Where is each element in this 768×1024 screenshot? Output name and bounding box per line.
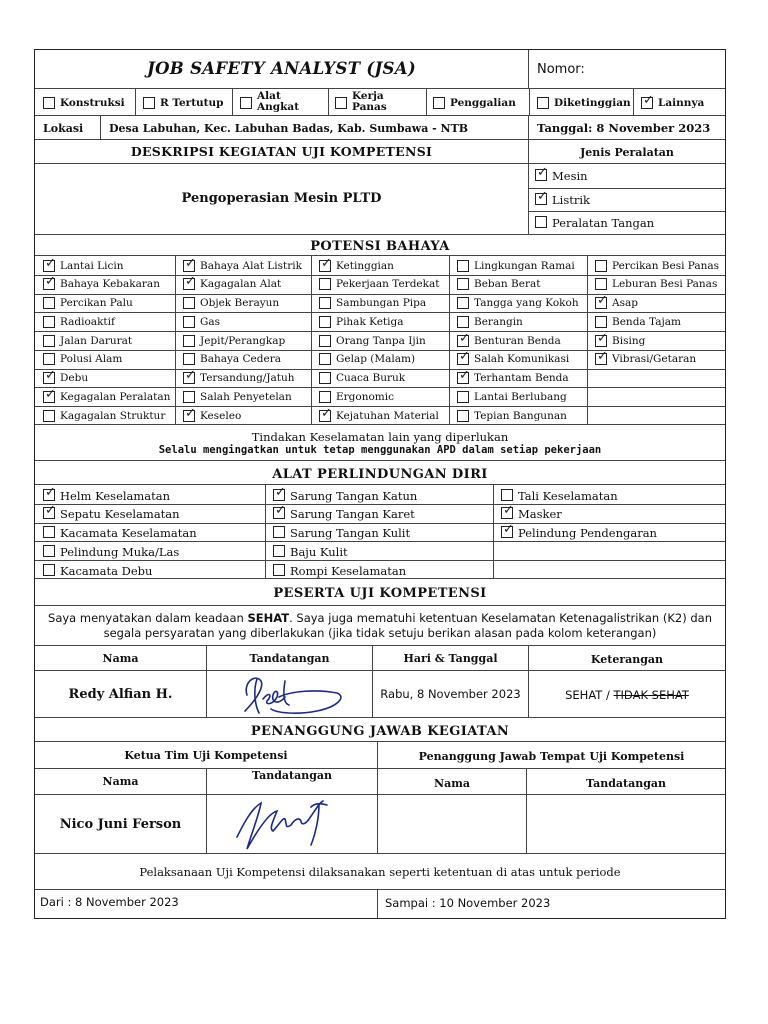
pj-col-nama-2: Nama <box>434 777 470 790</box>
divider <box>35 331 725 332</box>
sarung-tangan-kulit-label: Sarung Tangan Kulit <box>290 526 411 541</box>
tidak-sehat-struck: TIDAK SEHAT <box>613 688 689 702</box>
divider <box>426 89 427 115</box>
jalan-darurat-label: Jalan Darurat <box>60 334 133 347</box>
tepian-bangunan-label: Tepian Bangunan <box>474 409 567 422</box>
bahaya-alat-listrik-checkbox[interactable] <box>183 260 195 272</box>
tali-keselamatan-checkbox[interactable] <box>501 489 513 501</box>
sarung-tangan-karet-checkbox[interactable] <box>273 507 285 519</box>
pj-values-row <box>35 795 725 854</box>
lainnya-checkbox[interactable] <box>641 97 653 109</box>
tangga-yang-kokoh-checkbox[interactable] <box>457 297 469 309</box>
cuaca-buruk-checkbox[interactable] <box>319 372 331 384</box>
potensi-header-row <box>35 235 725 256</box>
asap-checkbox[interactable] <box>595 297 607 309</box>
beban-berat-label: Beban Berat <box>474 278 541 291</box>
pihak-ketiga-checkbox[interactable] <box>319 316 331 328</box>
pj-col-nama-1: Nama <box>102 775 139 788</box>
peserta-header-row <box>35 579 725 606</box>
divider <box>135 89 136 115</box>
kegagalan-peralatan-checkbox[interactable] <box>43 391 55 403</box>
diketinggian-checkbox[interactable] <box>537 97 549 109</box>
divider <box>529 211 725 212</box>
potensi-header: POTENSI BAHAYA <box>310 239 450 254</box>
jenis-peralatan-header: Jenis Peralatan <box>580 146 674 159</box>
alat-angkat-label: Alat Angkat <box>257 90 300 114</box>
bahaya-alat-listrik-label: Bahaya Alat Listrik <box>200 259 302 272</box>
cuaca-buruk-label: Cuaca Buruk <box>336 372 406 385</box>
lainnya-label: Lainnya <box>658 97 705 109</box>
salah-komunikasi-label: Salah Komunikasi <box>474 353 570 366</box>
bahaya-cedera-checkbox[interactable] <box>183 353 195 365</box>
percikan-palu-checkbox[interactable] <box>43 297 55 309</box>
potensi-grid <box>35 256 725 425</box>
lokasi-value: Desa Labuhan, Kec. Labuhan Badas, Kab. Sumbawa - NTB <box>109 122 469 135</box>
lantai-berlubang-label: Lantai Berlubang <box>474 390 567 403</box>
pelaksanaan-row <box>35 854 725 890</box>
bising-label: Bising <box>612 334 646 347</box>
radioaktif-label: Radioaktif <box>60 315 115 328</box>
salah-penyetelan-label: Salah Penyetelan <box>200 390 292 403</box>
kegagalan-peralatan-label: Kegagalan Peralatan <box>60 390 171 403</box>
terhantam-benda-label: Terhantam Benda <box>474 372 569 385</box>
bahaya-cedera-label: Bahaya Cedera <box>200 353 281 366</box>
terhantam-benda-checkbox[interactable] <box>457 372 469 384</box>
tali-keselamatan-label: Tali Keselamatan <box>518 488 618 503</box>
pj-cols-row <box>35 769 725 795</box>
divider <box>35 523 725 524</box>
divider <box>35 541 725 542</box>
penggalian-label: Penggalian <box>450 97 516 109</box>
lantai-licin-label: Lantai Licin <box>60 259 124 272</box>
polusi-alam-checkbox[interactable] <box>43 353 55 365</box>
pelaksanaan-text: Pelaksanaan Uji Kompetensi dilaksanakan seperti ketentuan di atas untuk periode <box>139 865 621 879</box>
pihak-ketiga-label: Pihak Ketiga <box>336 315 404 328</box>
tanggal: Tanggal: 8 November 2023 <box>537 121 711 135</box>
form-title: JOB SAFETY ANALYST (JSA) <box>147 59 416 78</box>
listrik-label: Listrik <box>552 192 590 207</box>
listrik-checkbox[interactable] <box>535 193 547 205</box>
asap-label: Asap <box>612 297 638 310</box>
kacamata-keselamatan-checkbox[interactable] <box>43 526 55 538</box>
kacamata-keselamatan-label: Kacamata Keselamatan <box>60 526 197 541</box>
lingkungan-ramai-label: Lingkungan Ramai <box>474 259 575 272</box>
divider <box>35 406 725 407</box>
helm-keselamatan-checkbox[interactable] <box>43 489 55 501</box>
pernyataan-line-2: segala persyaratan yang diberlakukan (jika tidak setuju berikan alasan pada kolom keterangan) <box>103 626 657 640</box>
tindakan-label: Tindakan Keselamatan lain yang diperlukan <box>251 430 509 444</box>
kegiatan-value: Pengoperasian Mesin PLTD <box>181 191 382 206</box>
masker-label: Masker <box>518 507 562 522</box>
benda-tajam-label: Benda Tajam <box>612 315 681 328</box>
percikan-palu-label: Percikan Palu <box>60 297 133 310</box>
pj-col-ttd-2: Tandatangan <box>585 777 667 790</box>
leburan-besi-panas-label: Leburan Besi Panas <box>612 278 718 291</box>
divider <box>311 256 312 424</box>
beban-berat-checkbox[interactable] <box>457 278 469 290</box>
konstruksi-label: Konstruksi <box>60 97 125 109</box>
pelindung-pendengaran-label: Pelindung Pendengaran <box>518 526 657 541</box>
divider <box>35 294 725 295</box>
baju-kulit-label: Baju Kulit <box>290 544 348 559</box>
rompi-keselamatan-checkbox[interactable] <box>273 564 285 576</box>
ketua-nama: Nico Juni Ferson <box>59 817 182 832</box>
peralatan-list <box>529 164 725 234</box>
lantai-licin-checkbox[interactable] <box>43 260 55 272</box>
jepit-perangkap-label: Jepit/Perangkap <box>200 334 286 347</box>
kerja-panas-checkbox[interactable] <box>335 97 347 109</box>
masker-checkbox[interactable] <box>501 507 513 519</box>
job-type-row <box>35 89 725 116</box>
divider <box>529 188 725 189</box>
mesin-checkbox[interactable] <box>535 169 547 181</box>
helm-keselamatan-label: Helm Keselamatan <box>60 488 171 503</box>
divider <box>587 256 588 424</box>
r-tertutup-label: R Tertutup <box>160 97 224 109</box>
deskripsi-header: DESKRIPSI KEGIATAN UJI KOMPETENSI <box>130 144 433 159</box>
pekerjaan-terdekat-checkbox[interactable] <box>319 278 331 290</box>
pekerjaan-terdekat-label: Pekerjaan Terdekat <box>336 278 440 291</box>
kacamata-debu-checkbox[interactable] <box>43 564 55 576</box>
col-tandatangan: Tandatangan <box>249 652 330 665</box>
peserta-signature <box>207 671 373 717</box>
benturan-benda-label: Benturan Benda <box>474 334 561 347</box>
orang-tanpa-ijin-label: Orang Tanpa Ijin <box>336 334 426 347</box>
sepatu-keselamatan-checkbox[interactable] <box>43 507 55 519</box>
ketinggian-label: Ketinggian <box>336 259 394 272</box>
gas-checkbox[interactable] <box>183 316 195 328</box>
peserta-values-row <box>35 671 725 718</box>
periode-sampai: Sampai : 10 November 2023 <box>385 896 551 910</box>
peserta-cols-row <box>35 646 725 671</box>
divider <box>175 256 176 424</box>
ketua-label: Ketua Tim Uji Kompetensi <box>124 749 288 762</box>
divider <box>35 560 725 561</box>
apd-header-row <box>35 461 725 485</box>
radioaktif-checkbox[interactable] <box>43 316 55 328</box>
divider <box>328 89 329 115</box>
gelap-malam-label: Gelap (Malam) <box>336 353 416 366</box>
objek-berayun-checkbox[interactable] <box>183 297 195 309</box>
divider <box>35 312 725 313</box>
vibrasi-getaran-checkbox[interactable] <box>595 353 607 365</box>
jsa-form <box>34 49 726 919</box>
col-hari-tanggal: Hari & Tanggal <box>403 652 498 665</box>
pj-col-ttd-1: Tandatangan <box>251 769 333 782</box>
jepit-perangkap-checkbox[interactable] <box>183 335 195 347</box>
kejatuhan-material-label: Kejatuhan Material <box>336 409 439 422</box>
pj-subheader-row <box>35 742 725 769</box>
divider <box>35 275 725 276</box>
tindakan-row <box>35 425 725 461</box>
divider <box>35 369 725 370</box>
apd-header: ALAT PERLINDUNGAN DIRI <box>272 467 488 482</box>
peserta-keterangan: SEHAT / TIDAK SEHAT <box>565 688 689 702</box>
col-nama: Nama <box>102 652 139 665</box>
debu-checkbox[interactable] <box>43 372 55 384</box>
tersandung-jatuh-label: Tersandung/Jatuh <box>200 372 295 385</box>
kagagalan-alat-checkbox[interactable] <box>183 278 195 290</box>
peserta-nama: Redy Alfian H. <box>68 687 173 702</box>
periode-row <box>35 890 725 918</box>
pernyataan-row <box>35 606 725 646</box>
r-tertutup-checkbox[interactable] <box>143 97 155 109</box>
peralatan-tangan-checkbox[interactable] <box>535 216 547 228</box>
orang-tanpa-ijin-checkbox[interactable] <box>319 335 331 347</box>
pj-header: PENANGGUNG JAWAB KEGIATAN <box>250 724 510 739</box>
kagagalan-struktur-checkbox[interactable] <box>43 410 55 422</box>
pernyataan-line-1: Saya menyatakan dalam keadaan SEHAT. Saya juga mematuhi ketentuan Keselamatan Ketenagalistrikan (K2) dan <box>48 611 712 625</box>
rompi-keselamatan-label: Rompi Keselamatan <box>290 563 407 578</box>
peserta-hari: Rabu, 8 November 2023 <box>380 687 521 701</box>
debu-label: Debu <box>60 372 89 385</box>
deskripsi-header-row <box>35 140 725 164</box>
kagagalan-struktur-label: Kagagalan Struktur <box>60 409 166 422</box>
gelap-malam-checkbox[interactable] <box>319 353 331 365</box>
salah-komunikasi-checkbox[interactable] <box>457 353 469 365</box>
divider <box>265 485 266 578</box>
pelindung-pendengaran-checkbox[interactable] <box>501 526 513 538</box>
divider <box>35 504 725 505</box>
alat-angkat-checkbox[interactable] <box>240 97 252 109</box>
sarung-tangan-katun-label: Sarung Tangan Katun <box>290 488 418 503</box>
bahaya-kebakaran-checkbox[interactable] <box>43 278 55 290</box>
divider <box>35 387 725 388</box>
ketinggian-checkbox[interactable] <box>319 260 331 272</box>
baju-kulit-checkbox[interactable] <box>273 545 285 557</box>
keseleo-checkbox[interactable] <box>183 410 195 422</box>
salah-penyetelan-checkbox[interactable] <box>183 391 195 403</box>
bahaya-kebakaran-label: Bahaya Kebakaran <box>60 278 160 291</box>
percikan-besi-panas-checkbox[interactable] <box>595 260 607 272</box>
tangga-yang-kokoh-label: Tangga yang Kokoh <box>474 297 579 310</box>
polusi-alam-label: Polusi Alam <box>60 353 123 366</box>
divider <box>633 89 634 115</box>
title-row <box>35 50 725 89</box>
lokasi-row <box>35 116 725 140</box>
apd-grid <box>35 485 725 579</box>
signature-nico <box>207 795 378 853</box>
tindakan-value: Selalu mengingatkan untuk tetap menggunakan APD dalam setiap pekerjaan <box>158 444 602 456</box>
vibrasi-getaran-label: Vibrasi/Getaran <box>612 353 697 366</box>
periode-dari: Dari : 8 November 2023 <box>40 895 179 909</box>
objek-berayun-label: Objek Berayun <box>200 297 280 310</box>
pelindung-muka-las-checkbox[interactable] <box>43 545 55 557</box>
diketinggian-label: Diketinggian <box>554 97 631 109</box>
kagagalan-alat-label: Kagagalan Alat <box>200 278 282 291</box>
pj-header-row <box>35 718 725 742</box>
sarung-tangan-karet-label: Sarung Tangan Karet <box>290 507 415 522</box>
jalan-darurat-checkbox[interactable] <box>43 335 55 347</box>
tepian-bangunan-checkbox[interactable] <box>457 410 469 422</box>
divider <box>232 89 233 115</box>
pj-tempat-label: Penanggung Jawab Tempat Uji Kompetensi <box>418 750 685 763</box>
divider <box>35 350 725 351</box>
sepatu-keselamatan-label: Sepatu Keselamatan <box>60 507 180 522</box>
divider <box>493 485 494 578</box>
mesin-label: Mesin <box>552 169 588 183</box>
pelindung-muka-las-label: Pelindung Muka/Las <box>60 544 180 559</box>
peserta-header: PESERTA UJI KOMPETENSI <box>273 586 487 601</box>
lokasi-label: Lokasi <box>43 122 84 135</box>
percikan-besi-panas-label: Percikan Besi Panas <box>612 259 720 272</box>
sambungan-pipa-label: Sambungan Pipa <box>336 297 427 310</box>
kegiatan-row <box>35 164 725 235</box>
ketua-signature <box>207 795 378 853</box>
nomor-label: Nomor: <box>537 62 585 77</box>
bising-checkbox[interactable] <box>595 335 607 347</box>
gas-label: Gas <box>200 315 221 328</box>
ergonomic-checkbox[interactable] <box>319 391 331 403</box>
benturan-benda-checkbox[interactable] <box>457 335 469 347</box>
sarung-tangan-katun-checkbox[interactable] <box>273 489 285 501</box>
kejatuhan-material-checkbox[interactable] <box>319 410 331 422</box>
lingkungan-ramai-checkbox[interactable] <box>457 260 469 272</box>
berangin-checkbox[interactable] <box>457 316 469 328</box>
signature-redy <box>207 671 373 717</box>
tersandung-jatuh-checkbox[interactable] <box>183 372 195 384</box>
lantai-berlubang-checkbox[interactable] <box>457 391 469 403</box>
peralatan-tangan-label: Peralatan Tangan <box>552 216 655 230</box>
leburan-besi-panas-checkbox[interactable] <box>595 278 607 290</box>
konstruksi-checkbox[interactable] <box>43 97 55 109</box>
kacamata-debu-label: Kacamata Debu <box>60 563 153 578</box>
ergonomic-label: Ergonomic <box>336 390 395 403</box>
keseleo-label: Keseleo <box>200 409 242 422</box>
kerja-panas-label: Kerja Panas <box>352 90 387 114</box>
divider <box>449 256 450 424</box>
col-keterangan: Keterangan <box>590 653 664 666</box>
berangin-label: Berangin <box>474 315 523 328</box>
sarung-tangan-kulit-checkbox[interactable] <box>273 526 285 538</box>
penggalian-checkbox[interactable] <box>433 97 445 109</box>
divider <box>529 89 530 115</box>
sambungan-pipa-checkbox[interactable] <box>319 297 331 309</box>
benda-tajam-checkbox[interactable] <box>595 316 607 328</box>
